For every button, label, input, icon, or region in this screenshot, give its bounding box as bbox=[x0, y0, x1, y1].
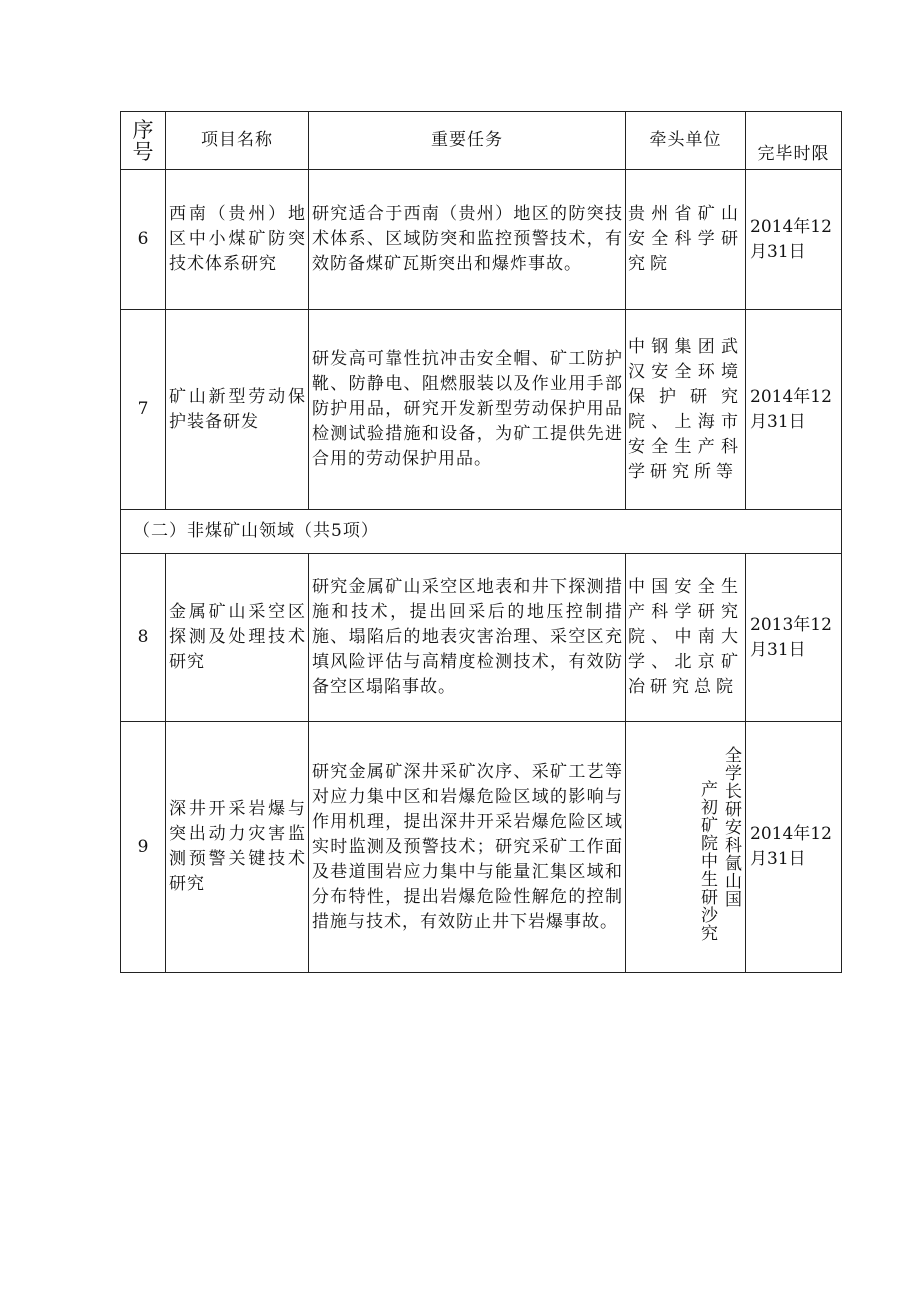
lead-unit-col-1: 全学长研安科氤山国 bbox=[721, 746, 741, 908]
lead-unit: 中国安全生产科学研究院、中南大学、北京矿冶研究总院 bbox=[626, 554, 746, 722]
project-task: 研究适合于西南（贵州）地区的防突技术体系、区域防突和监控预警技术，有效防备煤矿瓦斯突出和爆炸事故。 bbox=[309, 170, 626, 310]
table-row bbox=[121, 170, 842, 310]
project-name: 西南（贵州）地区中小煤矿防突技术体系研究 bbox=[166, 170, 309, 310]
header-unit: 牵头单位 bbox=[626, 112, 746, 170]
project-name: 矿山新型劳动保护装备研发 bbox=[166, 310, 309, 510]
deadline: 2013年12月31日 bbox=[746, 554, 842, 722]
project-task: 研究金属矿深井采矿次序、采矿工艺等对应力集中区和岩爆危险区域的影响与作用机理，提出深井开采岩爆危险区域实时监测及预警技术；研究采矿工作面及巷道围岩应力集中与能量汇集区域和分布特性，提出岩爆危险性解危的控制措施与技术，有效防止井下岩爆事故。 bbox=[309, 722, 626, 973]
table-row bbox=[121, 722, 842, 973]
table-row bbox=[121, 554, 842, 722]
section-row bbox=[121, 510, 842, 554]
project-table bbox=[120, 111, 842, 973]
section-title: （二）非煤矿山领域（共5项） bbox=[121, 510, 842, 554]
lead-unit-vertical bbox=[626, 722, 746, 973]
project-task: 研发高可靠性抗冲击安全帽、矿工防护靴、防静电、阻燃服装以及作业用手部防护用品，研究开发新型劳动保护用品检测试验措施和设备，为矿工提供先进合用的劳动保护用品。 bbox=[309, 310, 626, 510]
project-task: 研究金属矿山采空区地表和井下探测措施和技术，提出回采后的地压控制措施、塌陷后的地表灾害治理、采空区充填风险评估与高精度检测技术，有效防备空区塌陷事故。 bbox=[309, 554, 626, 722]
lead-unit-col-2: 产初矿院中生研沙究 bbox=[697, 780, 717, 942]
project-name: 金属矿山采空区探测及处理技术研究 bbox=[166, 554, 309, 722]
row-number: 8 bbox=[121, 554, 166, 722]
lead-unit: 贵州省矿山安全科学研究院 bbox=[626, 170, 746, 310]
table-row bbox=[121, 310, 842, 510]
header-seq: 序号 bbox=[121, 112, 166, 170]
deadline: 2014年12月31日 bbox=[746, 310, 842, 510]
project-name: 深井开采岩爆与突出动力灾害监测预警关键技术研究 bbox=[166, 722, 309, 973]
row-number: 9 bbox=[121, 722, 166, 973]
row-number: 6 bbox=[121, 170, 166, 310]
header-task: 重要任务 bbox=[309, 112, 626, 170]
header-deadline: 完毕时限 bbox=[746, 112, 842, 170]
row-number: 7 bbox=[121, 310, 166, 510]
deadline: 2014年12月31日 bbox=[746, 722, 842, 973]
header-row bbox=[121, 112, 842, 170]
deadline: 2014年12月31日 bbox=[746, 170, 842, 310]
header-name: 项目名称 bbox=[166, 112, 309, 170]
lead-unit: 中钢集团武汉安全环境保护研究院、上海市安全生产科学研究所等 bbox=[626, 310, 746, 510]
